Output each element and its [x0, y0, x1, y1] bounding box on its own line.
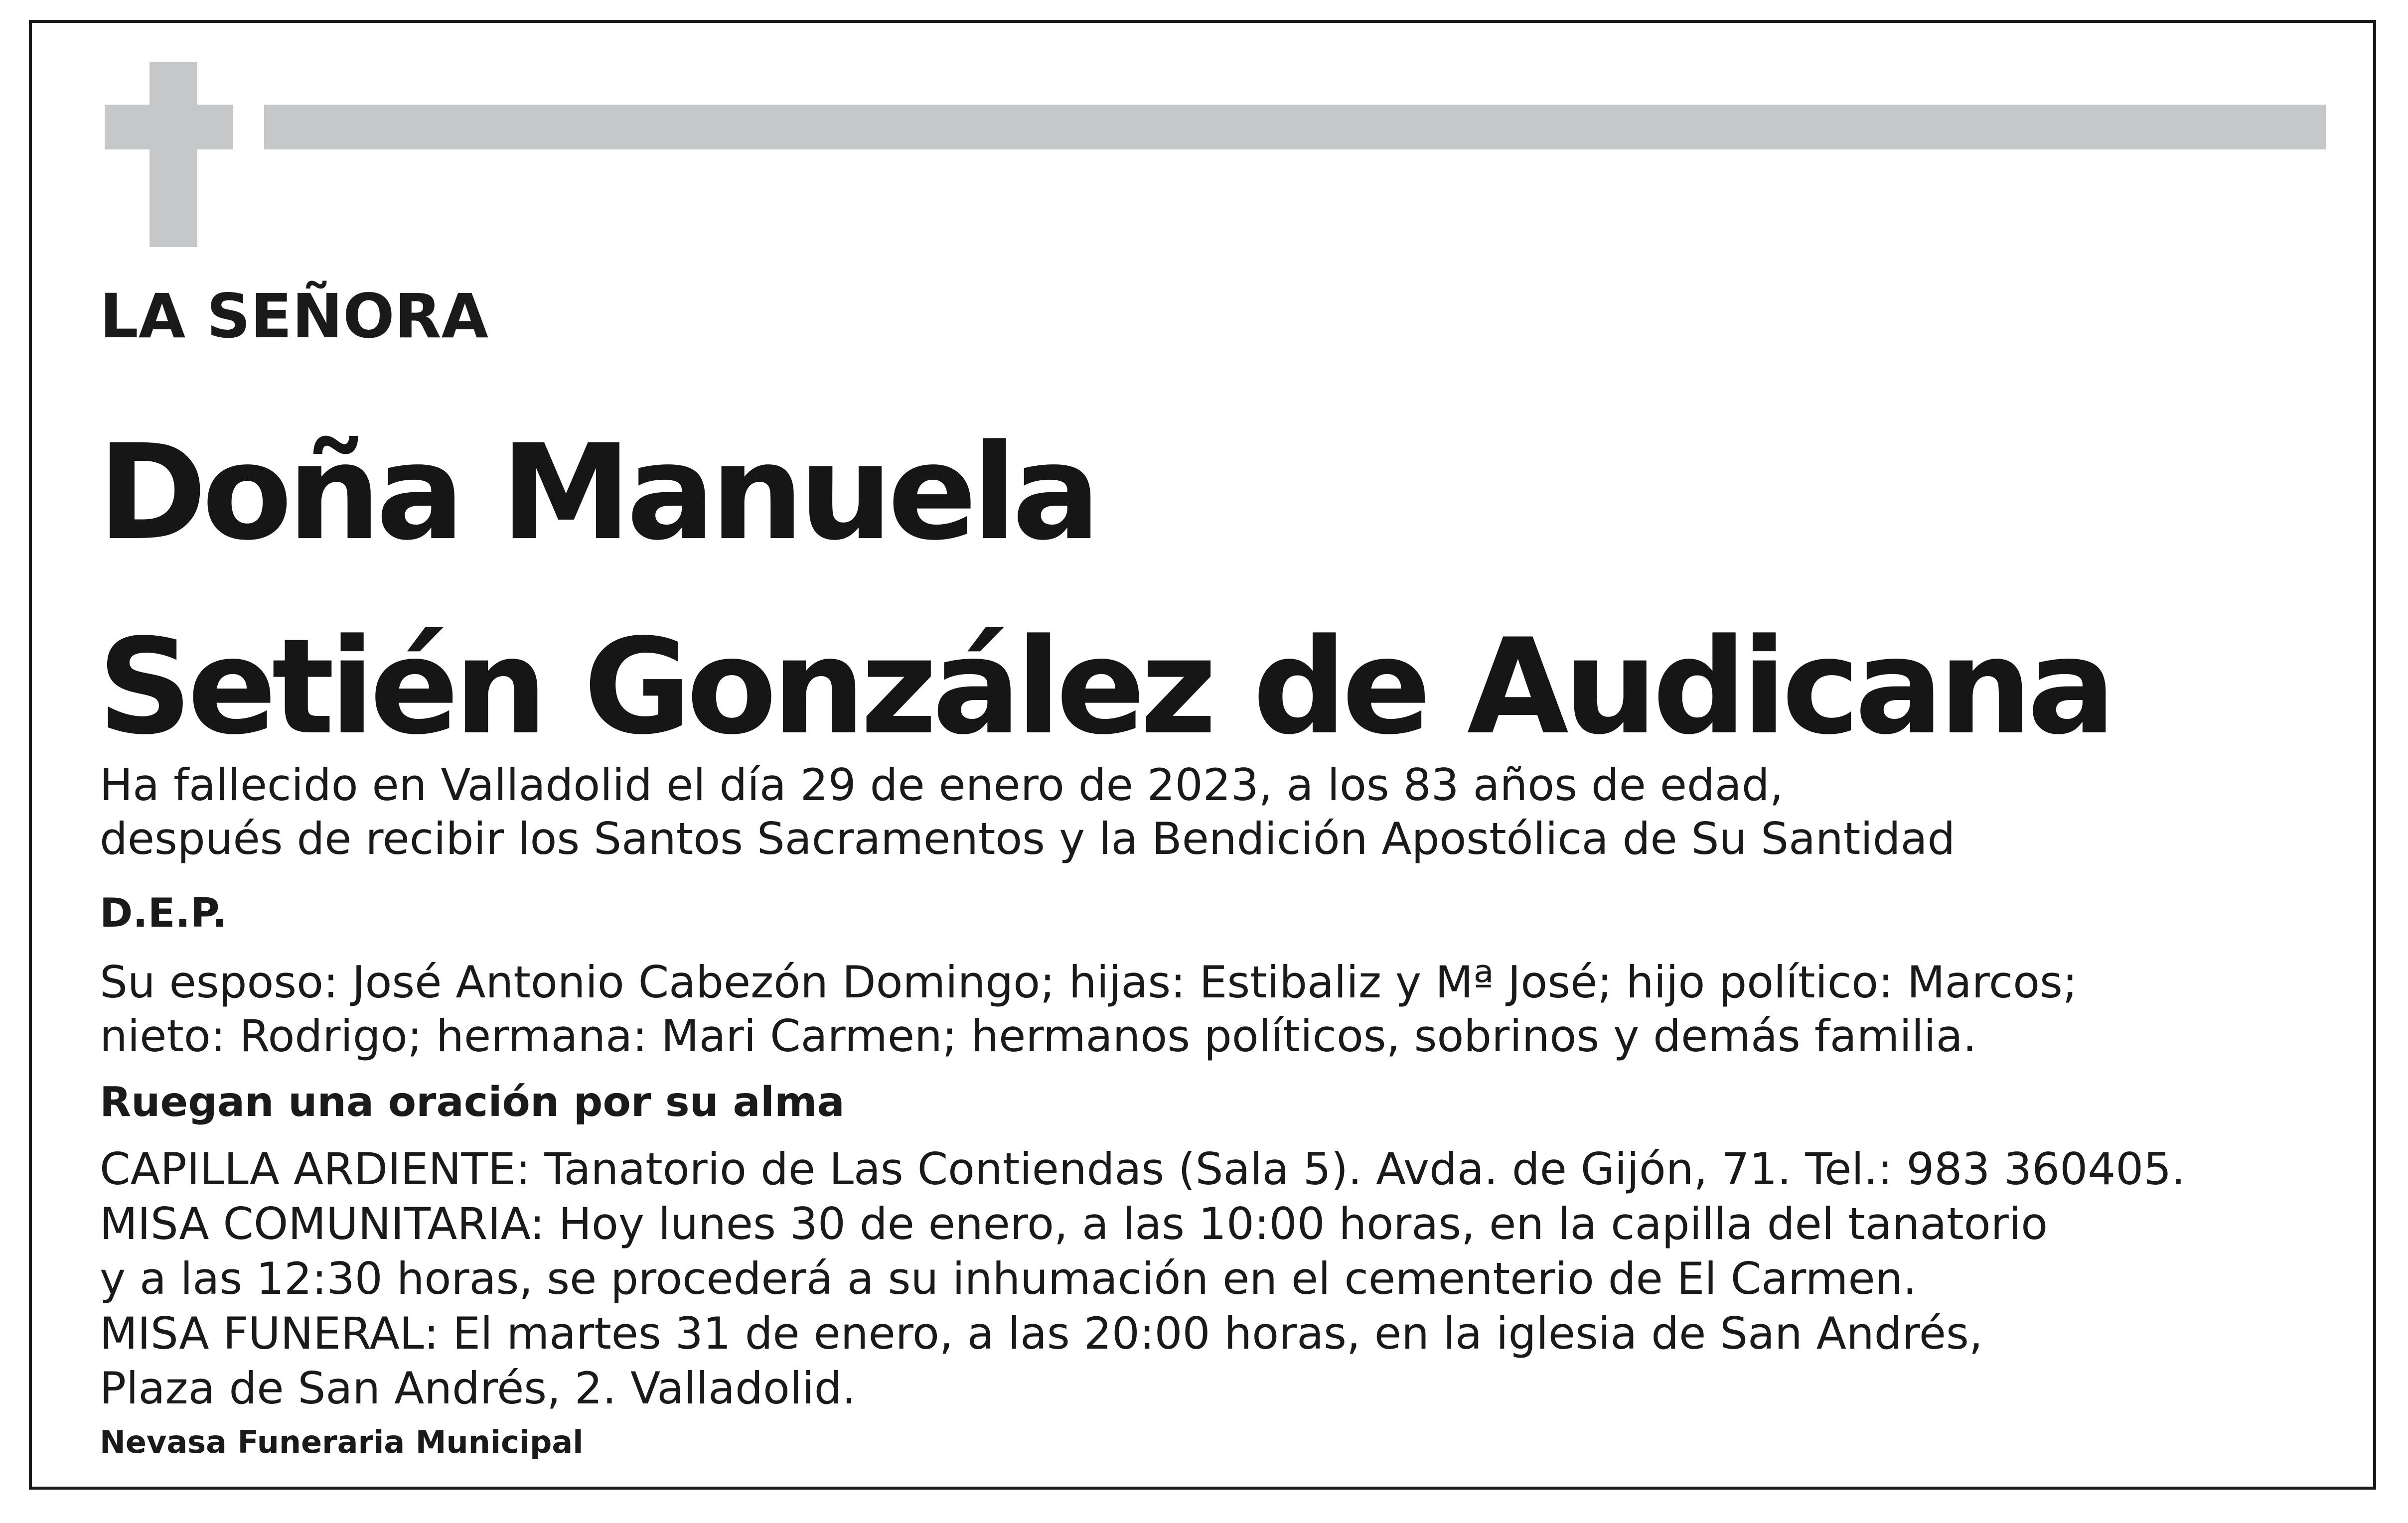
name-line: Setién González de Audicana	[98, 611, 2111, 764]
service-line: y a las 12:30 horas, se procederá a su inhumación en el cementerio de El Carmen.	[100, 1253, 1917, 1304]
death-line: Ha fallecido en Valladolid el día 29 de enero de 2023, a los 83 años de edad,	[100, 759, 1784, 811]
cross-horizontal-bar	[105, 105, 233, 149]
cross-vertical-bar	[150, 62, 197, 247]
service-line: MISA FUNERAL: El martes 31 de enero, a las 20:00 horas, en la iglesia de San Andrés,	[100, 1308, 1983, 1359]
service-line: Plaza de San Andrés, 2. Valladolid.	[100, 1363, 856, 1414]
family-list	[100, 956, 2078, 1063]
deceased-name	[98, 396, 2111, 785]
intro-title: LA SEÑORA	[100, 281, 489, 352]
death-details	[100, 758, 1955, 866]
dep-label: D.E.P.	[100, 890, 228, 936]
death-line: después de recibir los Santos Sacramentos y la Bendición Apostólica de Su Santidad	[100, 813, 1956, 864]
prayer-request: Ruegan una oración por su alma	[100, 1079, 845, 1126]
family-line: nieto: Rodrigo; hermana: Mari Carmen; hermanos políticos, sobrinos y demás familia.	[100, 1010, 1977, 1062]
header-rule	[264, 105, 2326, 149]
service-details	[100, 1142, 2185, 1416]
service-line: MISA COMUNITARIA: Hoy lunes 30 de enero, a las 10:00 horas, en la capilla del tanatorio	[100, 1198, 2048, 1249]
name-line: Doña Manuela	[98, 416, 1096, 569]
family-line: Su esposo: José Antonio Cabezón Domingo; hijas: Estibaliz y Mª José; hijo político: Marcos;	[100, 957, 2078, 1008]
funeral-home-name: Nevasa Funeraria Municipal	[100, 1424, 584, 1460]
service-line: CAPILLA ARDIENTE: Tanatorio de Las Contiendas (Sala 5). Avda. de Gijón, 71. Tel.: 983 360405.	[100, 1143, 2186, 1195]
